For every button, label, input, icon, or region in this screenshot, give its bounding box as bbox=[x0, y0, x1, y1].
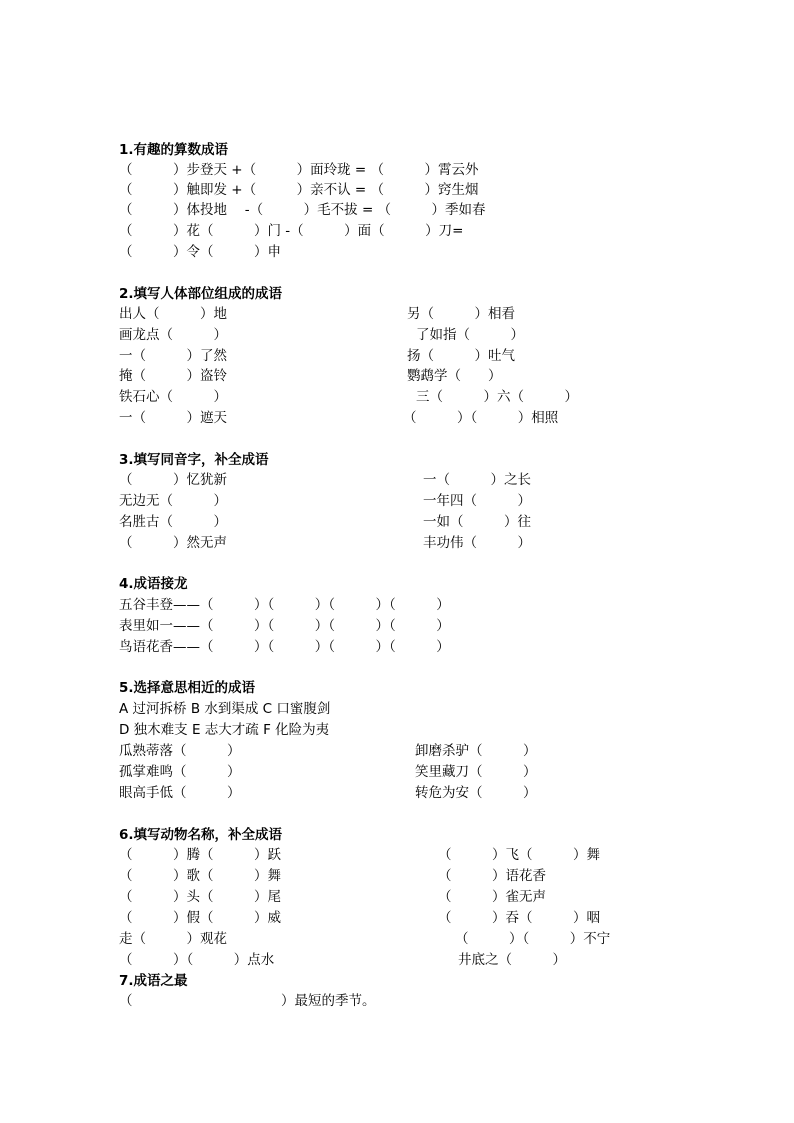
s5-options-line: A 过河拆桥 B 水到渠成 C 口蜜腹剑 bbox=[119, 701, 331, 717]
s6-left-item: （ ）腾（ ）跃 bbox=[119, 847, 281, 863]
s2-right-item: 了如指（ ） bbox=[416, 327, 524, 343]
s3-right-item: 丰功伟（ ） bbox=[423, 535, 531, 551]
s2-right-item: （ ）（ ）相照 bbox=[403, 410, 559, 426]
s3-right-item: 一（ ）之长 bbox=[423, 472, 531, 488]
s7-line: （ ）最短的季节。 bbox=[119, 993, 376, 1009]
section-2-title: 2.填写人体部位组成的成语 bbox=[119, 286, 283, 302]
s5-left-item: 眼高手低（ ） bbox=[119, 785, 241, 801]
s4-line: 五谷丰登——（ ）（ ）（ ）（ ） bbox=[119, 597, 450, 613]
s2-right-item: 另（ ）相看 bbox=[407, 306, 515, 322]
s5-left-item: 孤掌难鸣（ ） bbox=[119, 764, 241, 780]
s1-line: （ ）体投地 -（ ）毛不拔 = （ ）季如春 bbox=[119, 202, 486, 218]
s2-right-item: 扬（ ）吐气 bbox=[407, 348, 515, 364]
s6-right-item: （ ）语花香 bbox=[438, 868, 546, 884]
s2-left-item: 铁石心（ ） bbox=[119, 389, 227, 405]
section-7-title: 7.成语之最 bbox=[119, 973, 188, 989]
s1-line: （ ）花（ ）门 -（ ）面（ ）刀= bbox=[119, 223, 464, 239]
section-4-title: 4.成语接龙 bbox=[119, 576, 188, 592]
s6-left-item: （ ）头（ ）尾 bbox=[119, 889, 281, 905]
s5-right-item: 卸磨杀驴（ ） bbox=[415, 743, 537, 759]
s6-right-item: 井底之（ ） bbox=[458, 952, 566, 968]
section-6-title: 6.填写动物名称，补全成语 bbox=[119, 827, 283, 843]
s3-right-item: 一年四（ ） bbox=[423, 493, 531, 509]
s5-left-item: 瓜熟蒂落（ ） bbox=[119, 743, 241, 759]
s2-left-item: 掩（ ）盗铃 bbox=[119, 368, 227, 384]
section-5-title: 5.选择意思相近的成语 bbox=[119, 680, 256, 696]
s6-right-item: （ ）飞（ ）舞 bbox=[438, 847, 600, 863]
s6-left-item: （ ）假（ ）威 bbox=[119, 910, 281, 926]
s4-line: 表里如一——（ ）（ ）（ ）（ ） bbox=[119, 618, 450, 634]
s6-left-item: （ ）（ ）点水 bbox=[119, 952, 275, 968]
s1-line: （ ）触即发 +（ ）亲不认 = （ ）窍生烟 bbox=[119, 182, 479, 198]
s2-right-item: 三（ ）六（ ） bbox=[416, 389, 578, 405]
s5-options-line: D 独木难支 E 志大才疏 F 化险为夷 bbox=[119, 722, 330, 738]
s1-line: （ ）令（ ）申 bbox=[119, 244, 281, 260]
s3-left-item: （ ）然无声 bbox=[119, 535, 227, 551]
s2-left-item: 出人（ ）地 bbox=[119, 306, 227, 322]
s6-right-item: （ ）吞（ ）咽 bbox=[438, 910, 600, 926]
s1-line: （ ）步登天 +（ ）面玲珑 = （ ）霄云外 bbox=[119, 162, 479, 178]
s4-line: 鸟语花香——（ ）（ ）（ ）（ ） bbox=[119, 639, 450, 655]
s6-right-item: （ ）雀无声 bbox=[438, 889, 546, 905]
s2-left-item: 画龙点（ ） bbox=[119, 327, 227, 343]
s3-left-item: （ ）忆犹新 bbox=[119, 472, 227, 488]
s6-right-item: （ ）（ ）不宁 bbox=[455, 931, 611, 947]
s6-left-item: 走（ ）观花 bbox=[119, 931, 227, 947]
s5-right-item: 笑里藏刀（ ） bbox=[415, 764, 537, 780]
s3-left-item: 名胜古（ ） bbox=[119, 514, 227, 530]
s2-left-item: 一（ ）了然 bbox=[119, 348, 227, 364]
s3-right-item: 一如（ ）往 bbox=[423, 514, 531, 530]
section-1-title: 1.有趣的算数成语 bbox=[119, 142, 229, 158]
section-3-title: 3.填写同音字，补全成语 bbox=[119, 452, 269, 468]
s5-right-item: 转危为安（ ） bbox=[415, 785, 537, 801]
s6-left-item: （ ）歌（ ）舞 bbox=[119, 868, 281, 884]
s3-left-item: 无边无（ ） bbox=[119, 493, 227, 509]
s2-left-item: 一（ ）遮天 bbox=[119, 410, 227, 426]
s2-right-item: 鹦鹉学（ ） bbox=[407, 368, 502, 384]
